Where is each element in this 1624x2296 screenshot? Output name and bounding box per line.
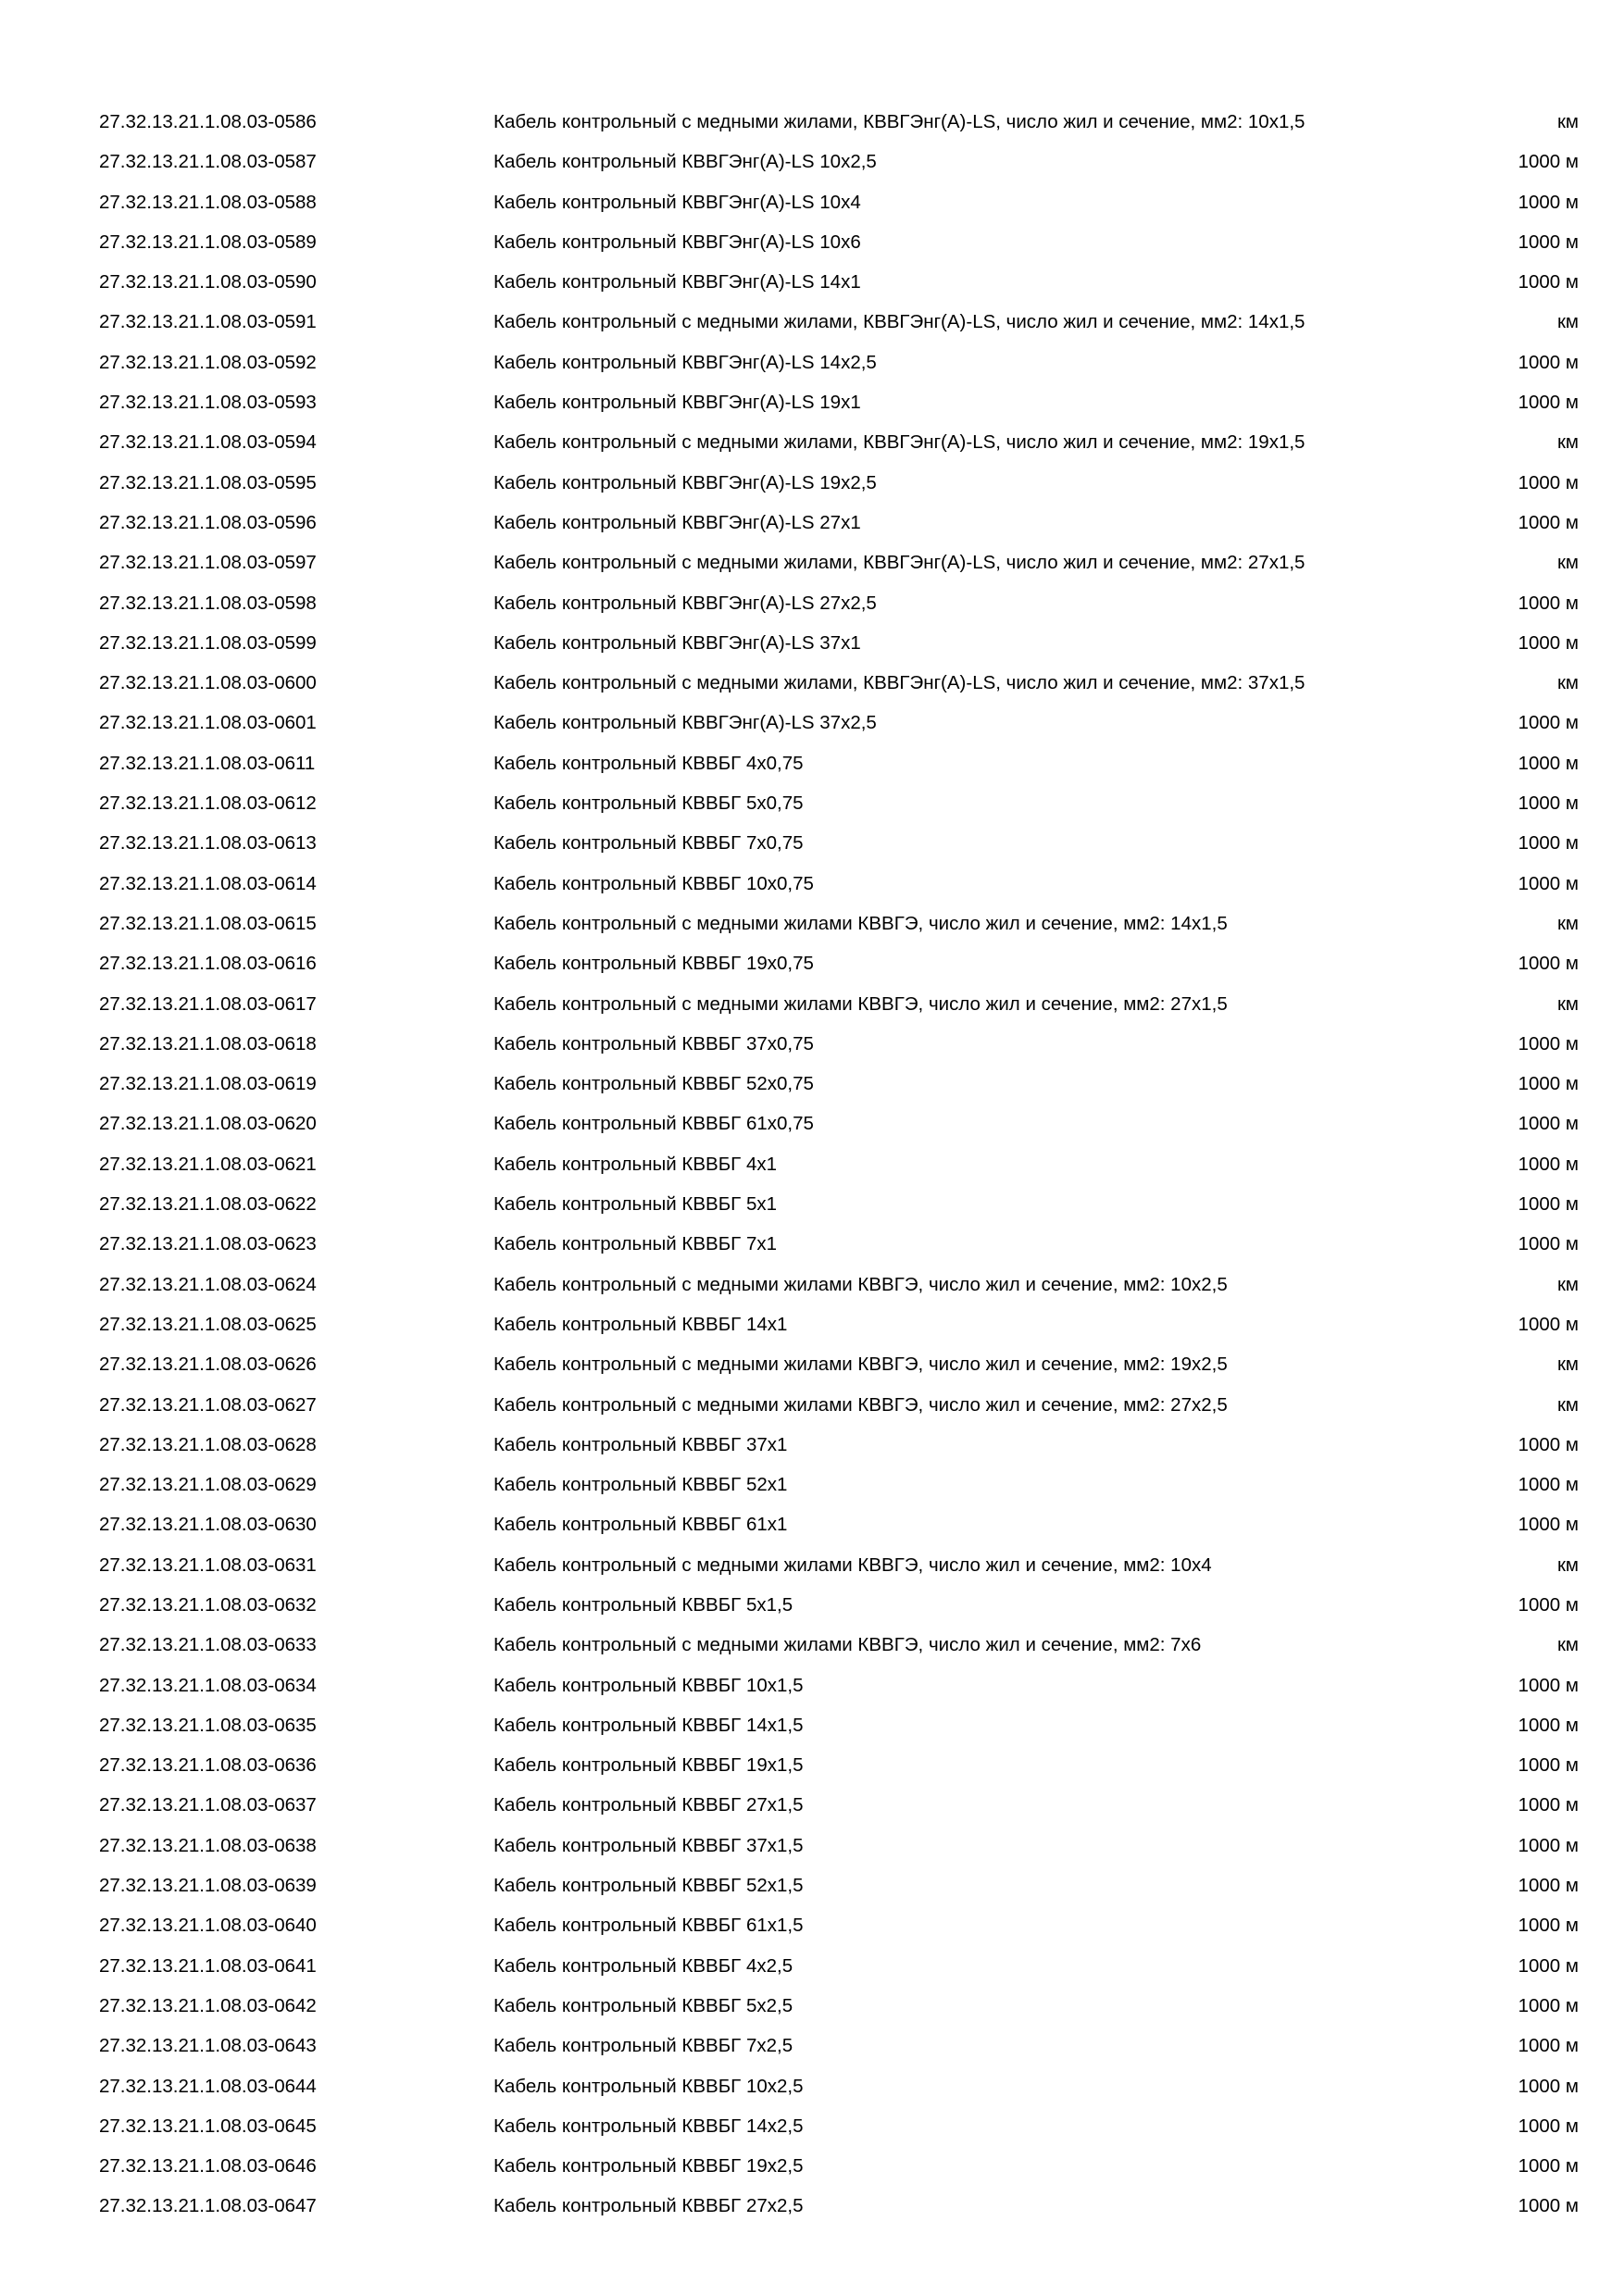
item-name: Кабель контрольный КВВБГ 5х0,75: [493, 792, 804, 815]
table-row: [0, 1905, 1624, 1945]
item-code: 27.32.13.21.1.08.03-0625: [99, 1313, 317, 1335]
item-unit: 1000 м: [1518, 631, 1579, 654]
table-row: [0, 1504, 1624, 1544]
item-unit: 1000 м: [1518, 752, 1579, 774]
table-row: [0, 864, 1624, 904]
item-unit: 1000 м: [1518, 2115, 1579, 2137]
table-row: [0, 543, 1624, 582]
table-row: [0, 743, 1624, 783]
item-name: Кабель контрольный КВВБГ 5х1: [493, 1193, 778, 1216]
item-name: Кабель контрольный с медными жилами, КВВГЭнг(А)-LS, число жил и сечение, мм2: 27х1,5: [493, 552, 1305, 574]
item-unit: 1000 м: [1518, 1073, 1579, 1095]
item-code: 27.32.13.21.1.08.03-0614: [99, 872, 317, 894]
item-code: 27.32.13.21.1.08.03-0632: [99, 1593, 317, 1616]
item-code: 27.32.13.21.1.08.03-0638: [99, 1834, 317, 1856]
table-row: [0, 1986, 1624, 2026]
table-row: [0, 102, 1624, 142]
table-row: [0, 1785, 1624, 1825]
item-name: Кабель контрольный КВВБГ 19х2,5: [493, 2155, 804, 2177]
item-unit: 1000 м: [1518, 271, 1579, 293]
item-code: 27.32.13.21.1.08.03-0588: [99, 191, 317, 213]
table-row: [0, 1064, 1624, 1104]
item-unit: км: [1556, 311, 1579, 333]
item-name: Кабель контрольный с медными жилами КВВГЭ, число жил и сечение, мм2: 10х2,5: [493, 1273, 1228, 1295]
item-unit: км: [1556, 912, 1579, 934]
item-unit: 1000 м: [1518, 2155, 1579, 2177]
item-name: Кабель контрольный с медными жилами КВВГЭ, число жил и сечение, мм2: 7х6: [493, 1634, 1202, 1656]
table-row: [0, 783, 1624, 823]
item-code: 27.32.13.21.1.08.03-0598: [99, 592, 317, 614]
item-code: 27.32.13.21.1.08.03-0597: [99, 552, 317, 574]
item-unit: 1000 м: [1518, 1193, 1579, 1216]
item-code: 27.32.13.21.1.08.03-0629: [99, 1474, 317, 1496]
item-unit: 1000 м: [1518, 832, 1579, 855]
item-code: 27.32.13.21.1.08.03-0586: [99, 111, 317, 132]
item-name: Кабель контрольный КВВГЭнг(А)-LS 27х2,5: [493, 592, 877, 614]
item-name: Кабель контрольный КВВГЭнг(А)-LS 27х1: [493, 511, 861, 533]
item-unit: 1000 м: [1518, 351, 1579, 373]
item-unit: 1000 м: [1518, 872, 1579, 894]
catalog-table: [0, 102, 1624, 2227]
table-row: [0, 302, 1624, 342]
item-name: Кабель контрольный КВВБГ 61х1,5: [493, 1915, 804, 1937]
item-unit: км: [1556, 672, 1579, 694]
table-row: [0, 943, 1624, 983]
item-unit: 1000 м: [1518, 1593, 1579, 1616]
table-row: [0, 182, 1624, 222]
item-name: Кабель контрольный КВВБГ 19х1,5: [493, 1754, 804, 1777]
table-row: [0, 1104, 1624, 1143]
table-row: [0, 984, 1624, 1024]
table-row: [0, 1866, 1624, 1905]
item-unit: 1000 м: [1518, 2035, 1579, 2057]
table-row: [0, 1224, 1624, 1264]
item-name: Кабель контрольный с медными жилами КВВГЭ, число жил и сечение, мм2: 27х1,5: [493, 992, 1228, 1015]
item-code: 27.32.13.21.1.08.03-0626: [99, 1354, 317, 1376]
item-unit: 1000 м: [1518, 712, 1579, 734]
item-unit: км: [1556, 1393, 1579, 1416]
item-unit: 1000 м: [1518, 592, 1579, 614]
item-code: 27.32.13.21.1.08.03-0621: [99, 1153, 317, 1175]
item-unit: 1000 м: [1518, 1754, 1579, 1777]
item-code: 27.32.13.21.1.08.03-0623: [99, 1233, 317, 1255]
item-code: 27.32.13.21.1.08.03-0596: [99, 511, 317, 533]
table-row: [0, 1585, 1624, 1625]
table-row: [0, 422, 1624, 462]
table-row: [0, 1625, 1624, 1665]
item-name: Кабель контрольный КВВБГ 10х2,5: [493, 2075, 804, 2097]
table-row: [0, 1666, 1624, 1705]
item-name: Кабель контрольный с медными жилами КВВГЭ, число жил и сечение, мм2: 14х1,5: [493, 912, 1228, 934]
table-row: [0, 583, 1624, 623]
table-row: [0, 463, 1624, 503]
item-code: 27.32.13.21.1.08.03-0647: [99, 2195, 317, 2217]
item-unit: 1000 м: [1518, 1674, 1579, 1696]
table-row: [0, 2146, 1624, 2186]
item-name: Кабель контрольный КВВБГ 27х1,5: [493, 1794, 804, 1816]
item-code: 27.32.13.21.1.08.03-0644: [99, 2075, 317, 2097]
table-row: [0, 1144, 1624, 1184]
item-name: Кабель контрольный КВВГЭнг(А)-LS 19х1: [493, 392, 861, 414]
item-code: 27.32.13.21.1.08.03-0640: [99, 1915, 317, 1937]
item-code: 27.32.13.21.1.08.03-0642: [99, 1994, 317, 2016]
item-unit: 1000 м: [1518, 1875, 1579, 1897]
item-code: 27.32.13.21.1.08.03-0592: [99, 351, 317, 373]
table-row: [0, 703, 1624, 742]
item-code: 27.32.13.21.1.08.03-0591: [99, 311, 317, 333]
item-name: Кабель контрольный КВВБГ 14х2,5: [493, 2115, 804, 2137]
item-name: Кабель контрольный КВВБГ 7х1: [493, 1233, 778, 1255]
item-unit: 1000 м: [1518, 231, 1579, 253]
table-row: [0, 503, 1624, 543]
item-name: Кабель контрольный с медными жилами КВВГЭ, число жил и сечение, мм2: 19х2,5: [493, 1354, 1228, 1376]
item-code: 27.32.13.21.1.08.03-0599: [99, 631, 317, 654]
item-name: Кабель контрольный КВВБГ 10х0,75: [493, 872, 814, 894]
item-code: 27.32.13.21.1.08.03-0620: [99, 1113, 317, 1135]
item-code: 27.32.13.21.1.08.03-0641: [99, 1954, 317, 1977]
table-row: [0, 343, 1624, 382]
item-unit: км: [1556, 552, 1579, 574]
item-name: Кабель контрольный КВВБГ 61х0,75: [493, 1113, 814, 1135]
table-row: [0, 1946, 1624, 1986]
table-row: [0, 904, 1624, 943]
item-unit: 1000 м: [1518, 1032, 1579, 1054]
item-code: 27.32.13.21.1.08.03-0646: [99, 2155, 317, 2177]
item-code: 27.32.13.21.1.08.03-0617: [99, 992, 317, 1015]
item-unit: 1000 м: [1518, 1433, 1579, 1455]
table-row: [0, 1024, 1624, 1064]
item-name: Кабель контрольный КВВГЭнг(А)-LS 37х1: [493, 631, 861, 654]
item-name: Кабель контрольный КВВБГ 14х1: [493, 1313, 788, 1335]
item-name: Кабель контрольный КВВБГ 27х2,5: [493, 2195, 804, 2217]
item-name: Кабель контрольный КВВБГ 7х2,5: [493, 2035, 793, 2057]
item-name: Кабель контрольный КВВБГ 52х1: [493, 1474, 788, 1496]
item-unit: 1000 м: [1518, 2075, 1579, 2097]
table-row: [0, 222, 1624, 262]
item-unit: 1000 м: [1518, 1714, 1579, 1736]
table-row: [0, 1304, 1624, 1344]
item-name: Кабель контрольный КВВБГ 4х1: [493, 1153, 778, 1175]
item-unit: 1000 м: [1518, 1113, 1579, 1135]
item-unit: км: [1556, 992, 1579, 1015]
item-code: 27.32.13.21.1.08.03-0635: [99, 1714, 317, 1736]
item-name: Кабель контрольный КВВБГ 37х1,5: [493, 1834, 804, 1856]
item-code: 27.32.13.21.1.08.03-0587: [99, 151, 317, 173]
table-row: [0, 1826, 1624, 1866]
table-row: [0, 1705, 1624, 1745]
table-row: [0, 1745, 1624, 1785]
item-code: 27.32.13.21.1.08.03-0613: [99, 832, 317, 855]
table-row: [0, 1344, 1624, 1384]
item-unit: 1000 м: [1518, 1474, 1579, 1496]
item-name: Кабель контрольный КВВГЭнг(А)-LS 14х1: [493, 271, 861, 293]
item-name: Кабель контрольный с медными жилами КВВГЭ, число жил и сечение, мм2: 27х2,5: [493, 1393, 1228, 1416]
item-name: Кабель контрольный с медными жилами, КВВГЭнг(А)-LS, число жил и сечение, мм2: 10х1,5: [493, 111, 1305, 132]
item-name: Кабель контрольный КВВГЭнг(А)-LS 14х2,5: [493, 351, 877, 373]
item-name: Кабель контрольный с медными жилами, КВВГЭнг(А)-LS, число жил и сечение, мм2: 19х1,5: [493, 431, 1305, 454]
item-name: Кабель контрольный с медными жилами, КВВГЭнг(А)-LS, число жил и сечение, мм2: 14х1,5: [493, 311, 1305, 333]
item-name: Кабель контрольный КВВБГ 7х0,75: [493, 832, 804, 855]
item-unit: 1000 м: [1518, 511, 1579, 533]
item-name: Кабель контрольный КВВГЭнг(А)-LS 37х2,5: [493, 712, 877, 734]
item-code: 27.32.13.21.1.08.03-0618: [99, 1032, 317, 1054]
item-name: Кабель контрольный КВВБГ 4х2,5: [493, 1954, 793, 1977]
table-row: [0, 1465, 1624, 1504]
item-code: 27.32.13.21.1.08.03-0637: [99, 1794, 317, 1816]
item-name: Кабель контрольный КВВБГ 5х1,5: [493, 1593, 793, 1616]
item-unit: 1000 м: [1518, 1313, 1579, 1335]
table-row: [0, 1425, 1624, 1465]
item-code: 27.32.13.21.1.08.03-0611: [99, 752, 316, 774]
item-unit: 1000 м: [1518, 2195, 1579, 2217]
item-name: Кабель контрольный КВВГЭнг(А)-LS 19х2,5: [493, 471, 877, 493]
item-unit: 1000 м: [1518, 1954, 1579, 1977]
item-code: 27.32.13.21.1.08.03-0619: [99, 1073, 317, 1095]
item-name: Кабель контрольный КВВБГ 61х1: [493, 1514, 788, 1536]
table-row: [0, 1184, 1624, 1224]
item-unit: 1000 м: [1518, 1915, 1579, 1937]
item-code: 27.32.13.21.1.08.03-0636: [99, 1754, 317, 1777]
table-row: [0, 2066, 1624, 2106]
item-code: 27.32.13.21.1.08.03-0628: [99, 1433, 317, 1455]
table-row: [0, 1265, 1624, 1304]
item-code: 27.32.13.21.1.08.03-0615: [99, 912, 317, 934]
item-name: Кабель контрольный КВВБГ 14х1,5: [493, 1714, 804, 1736]
table-row: [0, 262, 1624, 302]
item-unit: 1000 м: [1518, 191, 1579, 213]
table-row: [0, 2026, 1624, 2065]
item-unit: км: [1556, 1634, 1579, 1656]
item-name: Кабель контрольный КВВБГ 5х2,5: [493, 1994, 793, 2016]
item-unit: км: [1556, 1354, 1579, 1376]
table-row: [0, 623, 1624, 663]
item-name: Кабель контрольный КВВБГ 37х0,75: [493, 1032, 814, 1054]
item-code: 27.32.13.21.1.08.03-0612: [99, 792, 317, 815]
item-code: 27.32.13.21.1.08.03-0589: [99, 231, 317, 253]
item-unit: 1000 м: [1518, 1994, 1579, 2016]
item-unit: 1000 м: [1518, 1233, 1579, 1255]
table-row: [0, 823, 1624, 863]
item-code: 27.32.13.21.1.08.03-0594: [99, 431, 317, 454]
item-code: 27.32.13.21.1.08.03-0643: [99, 2035, 317, 2057]
item-name: Кабель контрольный КВВБГ 52х0,75: [493, 1073, 814, 1095]
table-row: [0, 663, 1624, 703]
item-unit: км: [1556, 1554, 1579, 1576]
item-unit: 1000 м: [1518, 1514, 1579, 1536]
item-unit: 1000 м: [1518, 151, 1579, 173]
item-code: 27.32.13.21.1.08.03-0631: [99, 1554, 317, 1576]
item-code: 27.32.13.21.1.08.03-0600: [99, 672, 317, 694]
table-row: [0, 2106, 1624, 2146]
item-code: 27.32.13.21.1.08.03-0601: [99, 712, 317, 734]
item-code: 27.32.13.21.1.08.03-0595: [99, 471, 317, 493]
item-name: Кабель контрольный КВВБГ 52х1,5: [493, 1875, 804, 1897]
item-name: Кабель контрольный КВВБГ 4х0,75: [493, 752, 804, 774]
item-code: 27.32.13.21.1.08.03-0633: [99, 1634, 317, 1656]
item-unit: км: [1556, 111, 1579, 132]
item-code: 27.32.13.21.1.08.03-0622: [99, 1193, 317, 1216]
item-unit: 1000 м: [1518, 392, 1579, 414]
table-row: [0, 1545, 1624, 1585]
item-name: Кабель контрольный КВВГЭнг(А)-LS 10х2,5: [493, 151, 877, 173]
item-unit: 1000 м: [1518, 953, 1579, 975]
item-code: 27.32.13.21.1.08.03-0616: [99, 953, 317, 975]
table-row: [0, 382, 1624, 422]
item-code: 27.32.13.21.1.08.03-0639: [99, 1875, 317, 1897]
item-unit: 1000 м: [1518, 1794, 1579, 1816]
table-row: [0, 142, 1624, 181]
item-name: Кабель контрольный КВВБГ 19х0,75: [493, 953, 814, 975]
item-code: 27.32.13.21.1.08.03-0593: [99, 392, 317, 414]
item-name: Кабель контрольный с медными жилами, КВВГЭнг(А)-LS, число жил и сечение, мм2: 37х1,5: [493, 672, 1305, 694]
item-code: 27.32.13.21.1.08.03-0590: [99, 271, 317, 293]
item-unit: 1000 м: [1518, 792, 1579, 815]
item-name: Кабель контрольный КВВГЭнг(А)-LS 10х6: [493, 231, 861, 253]
item-unit: 1000 м: [1518, 1834, 1579, 1856]
item-name: Кабель контрольный КВВГЭнг(А)-LS 10х4: [493, 191, 861, 213]
item-name: Кабель контрольный КВВБГ 10х1,5: [493, 1674, 804, 1696]
item-code: 27.32.13.21.1.08.03-0624: [99, 1273, 317, 1295]
item-code: 27.32.13.21.1.08.03-0627: [99, 1393, 317, 1416]
item-code: 27.32.13.21.1.08.03-0630: [99, 1514, 317, 1536]
item-name: Кабель контрольный с медными жилами КВВГЭ, число жил и сечение, мм2: 10х4: [493, 1554, 1212, 1576]
table-row: [0, 2186, 1624, 2226]
item-unit: 1000 м: [1518, 1153, 1579, 1175]
item-code: 27.32.13.21.1.08.03-0634: [99, 1674, 317, 1696]
item-code: 27.32.13.21.1.08.03-0645: [99, 2115, 317, 2137]
item-name: Кабель контрольный КВВБГ 37х1: [493, 1433, 788, 1455]
item-unit: км: [1556, 1273, 1579, 1295]
table-row: [0, 1385, 1624, 1425]
item-unit: 1000 м: [1518, 471, 1579, 493]
item-unit: км: [1556, 431, 1579, 454]
